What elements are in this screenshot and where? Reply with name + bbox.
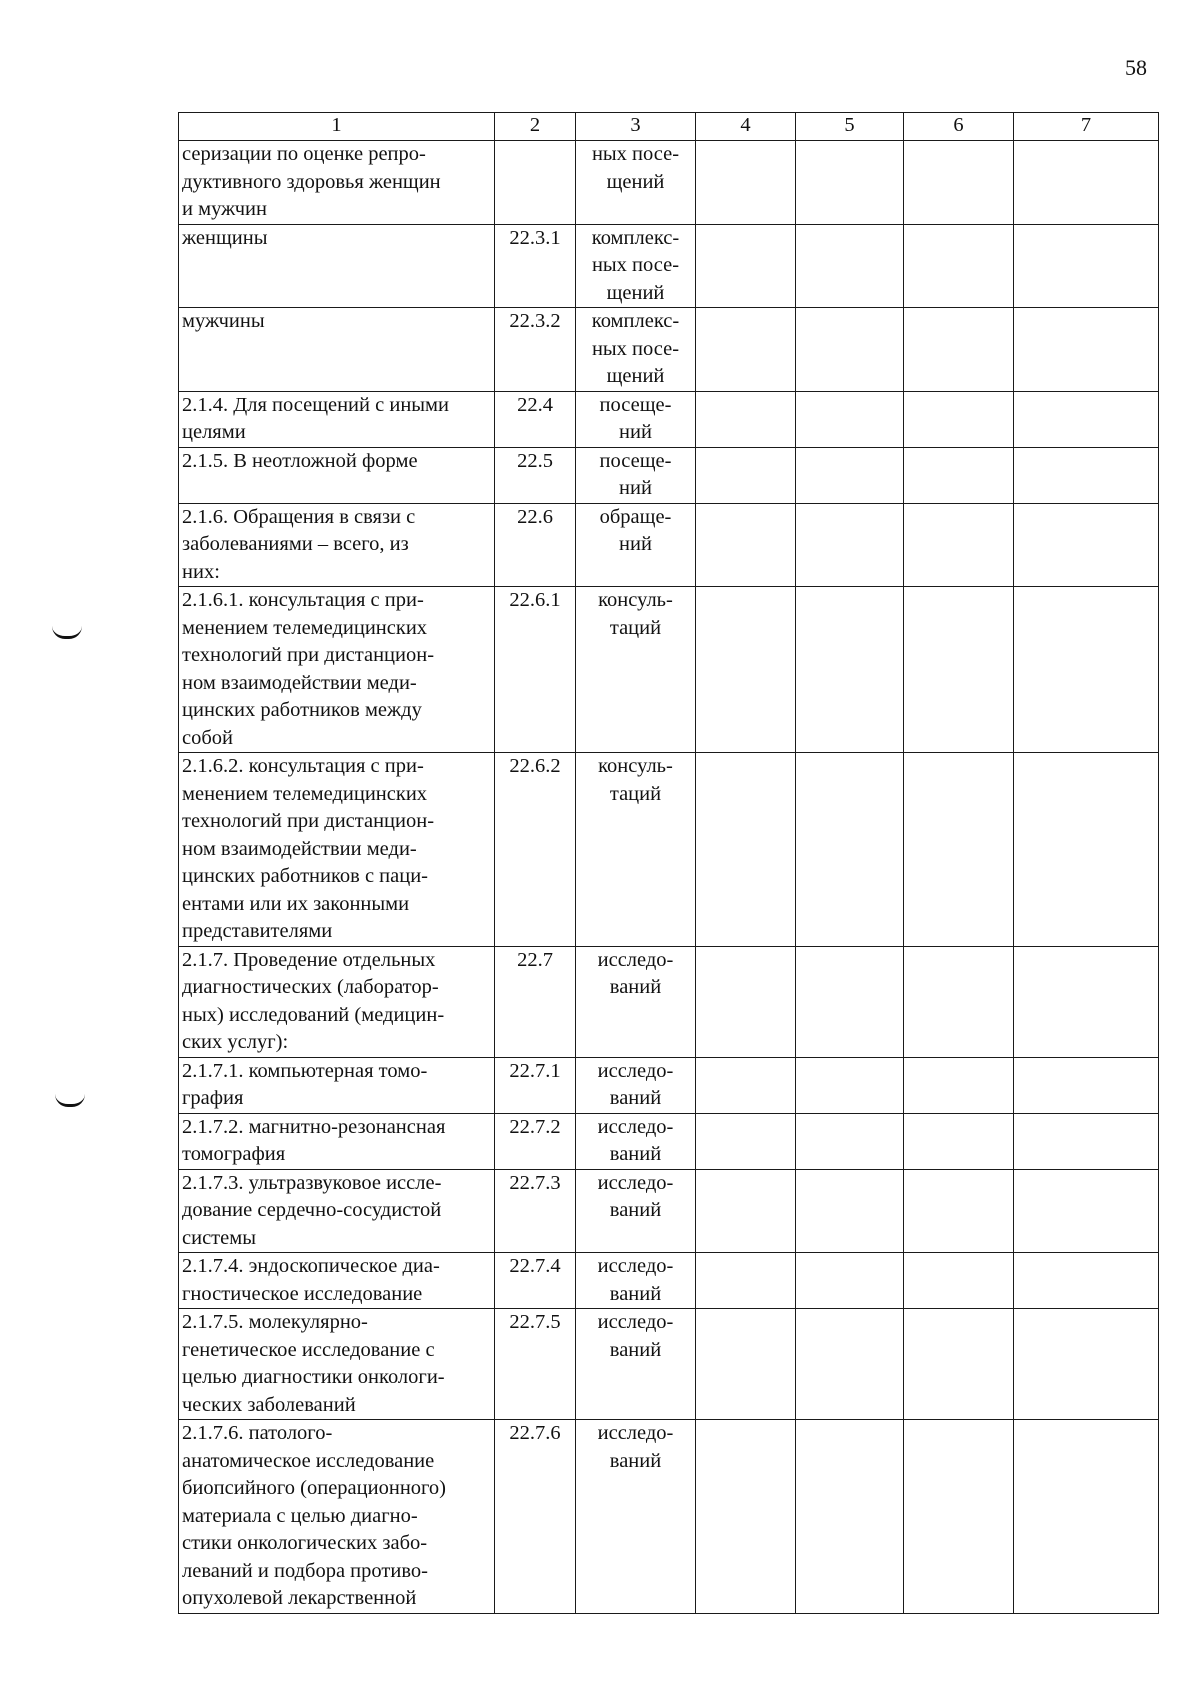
row-code-cell: 22.7.1 [495, 1057, 576, 1113]
row-value-cell [696, 1169, 796, 1253]
row-value-cell [796, 587, 904, 753]
row-value-cell [1014, 753, 1159, 947]
row-unit-cell: комплекс- ных посе- щений [576, 308, 696, 392]
row-value-cell [796, 1253, 904, 1309]
row-value-cell [1014, 224, 1159, 308]
row-value-cell [796, 503, 904, 587]
table-row [179, 224, 1159, 308]
row-unit-cell: ных посе- щений [576, 141, 696, 225]
row-value-cell [1014, 503, 1159, 587]
row-value-cell [904, 1057, 1014, 1113]
row-value-cell [796, 753, 904, 947]
row-unit-cell: исследо- ваний [576, 1420, 696, 1614]
row-value-cell [796, 391, 904, 447]
row-value-cell [904, 308, 1014, 392]
table-row [179, 503, 1159, 587]
row-unit-cell: консуль- таций [576, 587, 696, 753]
row-value-cell [696, 141, 796, 225]
row-code-cell: 22.3.1 [495, 224, 576, 308]
row-value-cell [904, 224, 1014, 308]
row-value-cell [1014, 391, 1159, 447]
row-value-cell [696, 946, 796, 1057]
page-number: 58 [1125, 55, 1147, 80]
row-code-cell: 22.7.2 [495, 1113, 576, 1169]
row-value-cell [904, 587, 1014, 753]
row-value-cell [696, 503, 796, 587]
row-value-cell [1014, 587, 1159, 753]
row-unit-cell: исследо- ваний [576, 946, 696, 1057]
row-value-cell [1014, 1169, 1159, 1253]
row-value-cell [1014, 1309, 1159, 1420]
row-value-cell [696, 587, 796, 753]
row-value-cell [1014, 1420, 1159, 1614]
row-value-cell [904, 391, 1014, 447]
row-value-cell [904, 141, 1014, 225]
column-header: 3 [576, 113, 696, 141]
row-name-cell: 2.1.7.5. молекулярно- генетическое исследование с целью диагностики онкологи- ческих заболеваний [179, 1309, 495, 1420]
table-row [179, 946, 1159, 1057]
table-row [179, 753, 1159, 947]
scan-mark-top [52, 626, 82, 639]
row-value-cell [796, 946, 904, 1057]
row-code-cell: 22.6 [495, 503, 576, 587]
row-value-cell [696, 1057, 796, 1113]
row-value-cell [696, 1309, 796, 1420]
row-value-cell [904, 1113, 1014, 1169]
row-code-cell: 22.7.4 [495, 1253, 576, 1309]
row-name-cell: 2.1.5. В неотложной форме [179, 447, 495, 503]
row-code-cell [495, 141, 576, 225]
row-value-cell [696, 308, 796, 392]
row-value-cell [904, 1253, 1014, 1309]
row-value-cell [904, 447, 1014, 503]
row-unit-cell: исследо- ваний [576, 1253, 696, 1309]
table-row [179, 391, 1159, 447]
column-header: 6 [904, 113, 1014, 141]
row-value-cell [696, 1253, 796, 1309]
row-unit-cell: посеще- ний [576, 447, 696, 503]
row-value-cell [1014, 447, 1159, 503]
column-header: 7 [1014, 113, 1159, 141]
row-unit-cell: исследо- ваний [576, 1057, 696, 1113]
row-value-cell [696, 391, 796, 447]
row-code-cell: 22.7.5 [495, 1309, 576, 1420]
row-value-cell [696, 1113, 796, 1169]
row-code-cell: 22.5 [495, 447, 576, 503]
row-value-cell [796, 447, 904, 503]
row-code-cell: 22.6.2 [495, 753, 576, 947]
row-value-cell [696, 753, 796, 947]
row-value-cell [904, 503, 1014, 587]
column-header: 1 [179, 113, 495, 141]
row-value-cell [904, 1309, 1014, 1420]
row-unit-cell: консуль- таций [576, 753, 696, 947]
row-value-cell [1014, 946, 1159, 1057]
row-name-cell: 2.1.6.2. консультация с при- менением телемедицинских технологий при дистанцион- ном взаимодействии меди- цинских работников с паци- ентами или их законными представителями [179, 753, 495, 947]
row-value-cell [796, 1169, 904, 1253]
row-value-cell [1014, 1253, 1159, 1309]
row-code-cell: 22.7 [495, 946, 576, 1057]
row-value-cell [796, 224, 904, 308]
table-row [179, 587, 1159, 753]
row-value-cell [796, 1309, 904, 1420]
table-row [179, 1169, 1159, 1253]
row-value-cell [796, 141, 904, 225]
table-row [179, 1113, 1159, 1169]
column-header: 5 [796, 113, 904, 141]
row-unit-cell: исследо- ваний [576, 1169, 696, 1253]
row-unit-cell: обраще- ний [576, 503, 696, 587]
scan-mark-bottom [55, 1094, 85, 1107]
row-name-cell: 2.1.6.1. консультация с при- менением телемедицинских технологий при дистанцион- ном взаимодействии меди- цинских работников между собой [179, 587, 495, 753]
row-value-cell [796, 308, 904, 392]
row-name-cell: 2.1.4. Для посещений с иными целями [179, 391, 495, 447]
row-value-cell [1014, 308, 1159, 392]
row-value-cell [1014, 1057, 1159, 1113]
row-name-cell: мужчины [179, 308, 495, 392]
column-header: 2 [495, 113, 576, 141]
table-row [179, 1057, 1159, 1113]
row-name-cell: женщины [179, 224, 495, 308]
row-code-cell: 22.3.2 [495, 308, 576, 392]
table-row [179, 1253, 1159, 1309]
row-unit-cell: исследо- ваний [576, 1309, 696, 1420]
table-row [179, 447, 1159, 503]
row-value-cell [696, 1420, 796, 1614]
row-value-cell [696, 224, 796, 308]
report-table [178, 112, 1159, 1614]
row-unit-cell: комплекс- ных посе- щений [576, 224, 696, 308]
row-name-cell: 2.1.7. Проведение отдельных диагностических (лаборатор- ных) исследований (медицин- ских услуг): [179, 946, 495, 1057]
row-code-cell: 22.7.6 [495, 1420, 576, 1614]
row-name-cell: 2.1.7.1. компьютерная томо- графия [179, 1057, 495, 1113]
row-value-cell [796, 1057, 904, 1113]
table-row [179, 1420, 1159, 1614]
row-name-cell: 2.1.7.2. магнитно-резонансная томография [179, 1113, 495, 1169]
table-row [179, 1309, 1159, 1420]
row-value-cell [904, 753, 1014, 947]
row-name-cell: 2.1.7.6. патолого- анатомическое исследование биопсийного (операционного) материала с целью диагно- стики онкологических забо- леваний и подбора противо- опухолевой лекарственной [179, 1420, 495, 1614]
row-value-cell [1014, 141, 1159, 225]
row-value-cell [1014, 1113, 1159, 1169]
row-value-cell [904, 1169, 1014, 1253]
row-name-cell: 2.1.7.3. ультразвуковое иссле- дование сердечно-сосудистой системы [179, 1169, 495, 1253]
row-code-cell: 22.4 [495, 391, 576, 447]
row-name-cell: 2.1.7.4. эндоскопическое диа- гностическое исследование [179, 1253, 495, 1309]
row-value-cell [696, 447, 796, 503]
row-name-cell: 2.1.6. Обращения в связи с заболеваниями – всего, из них: [179, 503, 495, 587]
row-value-cell [796, 1420, 904, 1614]
row-code-cell: 22.7.3 [495, 1169, 576, 1253]
row-value-cell [904, 946, 1014, 1057]
row-value-cell [796, 1113, 904, 1169]
row-unit-cell: посеще- ний [576, 391, 696, 447]
table-row [179, 308, 1159, 392]
row-code-cell: 22.6.1 [495, 587, 576, 753]
row-unit-cell: исследо- ваний [576, 1113, 696, 1169]
table-header-row [179, 113, 1159, 141]
column-header: 4 [696, 113, 796, 141]
table-row [179, 141, 1159, 225]
row-name-cell: серизации по оценке репро- дуктивного здоровья женщин и мужчин [179, 141, 495, 225]
row-value-cell [904, 1420, 1014, 1614]
